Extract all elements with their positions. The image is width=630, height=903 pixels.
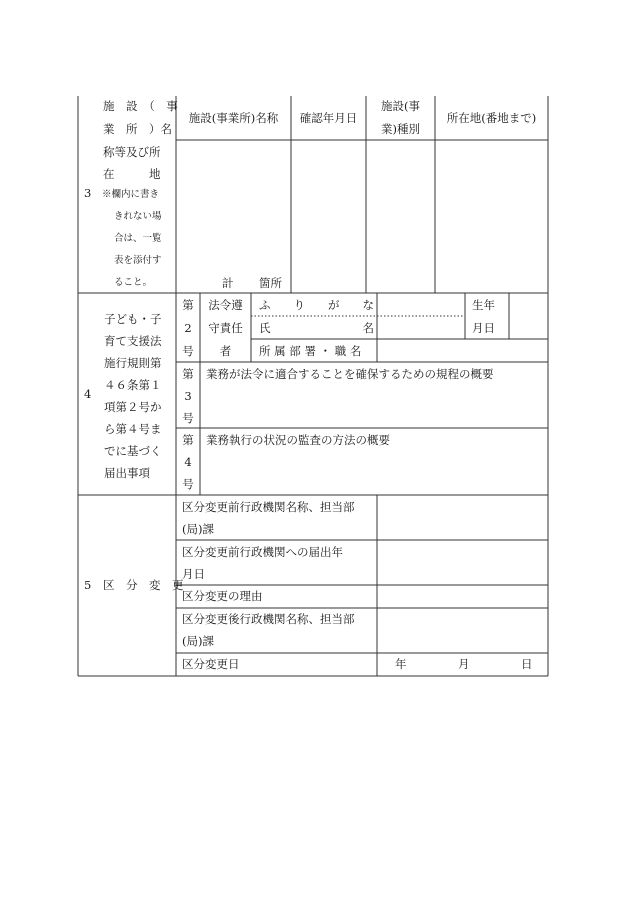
- section3-number: 3: [84, 186, 92, 200]
- section4-label-line5: 項第２号か: [104, 400, 162, 414]
- after-agency-label-line2: (局)課: [182, 634, 214, 648]
- section4-label-line3: 施行規則第: [104, 356, 162, 370]
- item4-no-char3: 号: [182, 477, 194, 491]
- item2-role-line2: 守責任: [208, 321, 243, 335]
- total-label: 計: [222, 276, 234, 290]
- header-facility-name: 施設(事業所)名称: [188, 111, 279, 125]
- item3-text: 業務が法令に適合することを確保するための規程の概要: [206, 367, 494, 381]
- item2-role-line1: 法令遵: [208, 298, 243, 312]
- section3-note-line4: 表を添付す: [114, 255, 162, 266]
- name-label: 氏 名: [259, 321, 374, 335]
- section4-label-line6: ら第４号ま: [104, 422, 162, 436]
- section4-label-line4: ４６条第１: [104, 378, 162, 392]
- item2-no-char2: 2: [184, 321, 192, 335]
- notify-date-label-line2: 月日: [182, 567, 205, 581]
- section4-label-line1: 子ども・子: [104, 312, 162, 326]
- date-month-unit: 月: [458, 657, 470, 671]
- section5-label: 区 分 変 更: [103, 578, 184, 592]
- section3-label-line4: 在 地: [103, 167, 161, 181]
- item4-no-char1: 第: [182, 433, 194, 447]
- section3-note-line5: ること。: [114, 277, 153, 288]
- birth-date-label-line1: 生年: [472, 298, 495, 312]
- section3-label-line1: 施 設 （ 事: [103, 99, 178, 113]
- item2-no-char3: 号: [182, 344, 194, 358]
- reason-label: 区分変更の理由: [182, 589, 263, 603]
- section4-number: 4: [84, 387, 92, 401]
- section4-label-line7: でに基づく: [104, 444, 162, 458]
- item3-no-char3: 号: [182, 411, 194, 425]
- section3-note-line3: 合は、一覧: [114, 233, 162, 244]
- affiliation-label: 所 属 部 署 ・ 職 名: [259, 344, 362, 358]
- before-agency-label-line2: (局)課: [182, 522, 214, 536]
- header-address: 所在地(番地まで): [446, 111, 537, 125]
- item2-no-char1: 第: [182, 298, 194, 312]
- item2-role-line3: 者: [219, 344, 232, 358]
- item4-text: 業務執行の状況の監査の方法の概要: [206, 433, 390, 447]
- change-date-label: 区分変更日: [182, 657, 240, 671]
- section3-label-line2: 業 所 ）名: [103, 122, 172, 136]
- section3-note-line1: ※欄内に書き: [102, 189, 160, 200]
- notify-date-label-line1: 区分変更前行政機関への届出年: [182, 545, 343, 559]
- section5-number: 5: [84, 578, 92, 592]
- date-day-unit: 日: [521, 657, 533, 671]
- birth-date-label-line2: 月日: [472, 321, 495, 335]
- section3-note-line2: きれない場: [114, 211, 162, 222]
- date-year-unit: 年: [395, 657, 407, 671]
- furigana-label: ふ り が な: [259, 298, 374, 312]
- header-facility-type-line2: 業)種別: [381, 122, 420, 136]
- item3-no-char2: 3: [184, 389, 192, 403]
- section4-label-line2: 育て支援法: [104, 334, 162, 348]
- section3-label-line3: 称等及び所: [103, 145, 161, 159]
- total-unit: 箇所: [259, 276, 282, 290]
- section4-label-line8: 届出事項: [104, 466, 150, 480]
- after-agency-label-line1: 区分変更後行政機関名称、担当部: [182, 612, 355, 626]
- header-confirm-date: 確認年月日: [299, 111, 358, 125]
- item3-no-char1: 第: [182, 367, 194, 381]
- item4-no-char2: 4: [184, 455, 192, 469]
- header-facility-type-line1: 施設(事: [381, 99, 420, 113]
- before-agency-label-line1: 区分変更前行政機関名称、担当部: [182, 500, 355, 514]
